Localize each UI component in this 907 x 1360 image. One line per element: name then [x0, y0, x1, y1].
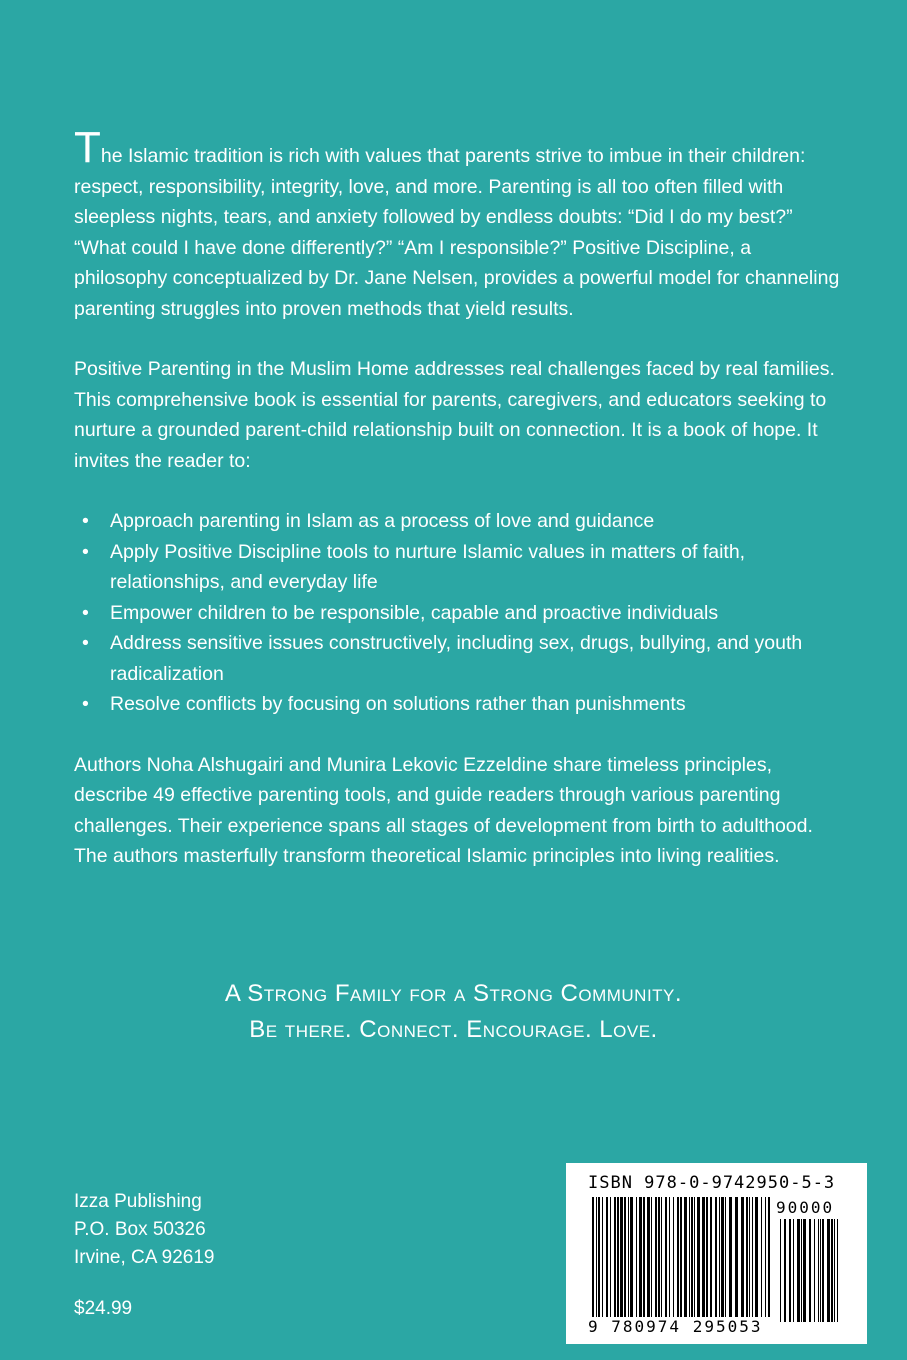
- barcode-bar: [617, 1197, 619, 1317]
- blurb-paragraph-3: Authors Noha Alshugairi and Munira Lekovic Ezzeldine share timeless principles, describe 49 effective parenting tools, and guide readers through various parenting challenges. Their experience spans all stages of development from birth to adulthood. The authors masterfully transform theoretical Islamic principles into living realities.: [74, 753, 813, 867]
- barcode-bar: [809, 1219, 811, 1322]
- list-item: • Empower children to be responsible, capable and proactive individuals: [74, 598, 844, 629]
- publisher-address-line-1: P.O. Box 50326: [74, 1219, 206, 1240]
- barcode-bar: [684, 1197, 687, 1317]
- barcode-bar: [598, 1197, 600, 1317]
- list-item: • Apply Positive Discipline tools to nurture Islamic values in matters of faith, relationships, and everyday life: [74, 537, 844, 598]
- barcode-bar: [592, 1197, 594, 1317]
- barcode-bar: [596, 1197, 597, 1317]
- barcode-bar: [614, 1197, 616, 1317]
- benefits-list: [74, 506, 844, 720]
- barcode-bar: [706, 1197, 708, 1317]
- price: $24.99: [74, 1298, 133, 1319]
- barcode-bar: [710, 1197, 712, 1317]
- isbn-barcode: [566, 1163, 867, 1344]
- barcode-bar: [789, 1219, 791, 1322]
- barcode-bar: [680, 1197, 682, 1317]
- barcode-bar: [780, 1219, 781, 1322]
- barcode-supplement-digits: 90000: [776, 1198, 835, 1217]
- barcode-bar: [725, 1197, 726, 1317]
- publisher-address: [74, 1188, 214, 1272]
- barcode-bar: [694, 1197, 695, 1317]
- barcode-bar: [606, 1197, 608, 1317]
- isbn-label: ISBN 978-0-9742950-5-3: [588, 1173, 836, 1193]
- blurb-paragraph-1: [74, 123, 844, 324]
- barcode-bar: [735, 1197, 738, 1317]
- list-item: • Resolve conflicts by focusing on solutions rather than punishments: [74, 689, 844, 720]
- barcode-bar: [749, 1197, 750, 1317]
- barcode-bar: [721, 1197, 724, 1317]
- barcode-bar: [761, 1197, 762, 1317]
- barcode-bar: [689, 1197, 690, 1317]
- barcode-bar: [655, 1197, 657, 1317]
- barcode-bar: [658, 1197, 660, 1317]
- barcode-bar: [647, 1197, 650, 1317]
- barcode-bar: [719, 1197, 720, 1317]
- barcode-bar: [639, 1197, 642, 1317]
- barcode-bar: [741, 1197, 744, 1317]
- barcode-bar: [665, 1197, 667, 1317]
- barcode-bar: [620, 1197, 623, 1317]
- barcode-bar: [797, 1219, 800, 1322]
- barcode-bar: [820, 1219, 821, 1322]
- barcode-bar: [669, 1197, 670, 1317]
- barcode-bar: [702, 1197, 705, 1317]
- barcode-ean-digits: 9 780974 295053: [588, 1317, 763, 1336]
- barcode-bar: [755, 1197, 758, 1317]
- barcode-bar: [827, 1219, 830, 1322]
- drop-cap-initial: T: [74, 123, 101, 172]
- barcode-bar: [801, 1219, 802, 1322]
- barcode-bar: [673, 1197, 674, 1317]
- tagline-line-2: Be there. Connect. Encourage. Love.: [249, 1016, 658, 1043]
- barcode-bar: [834, 1219, 835, 1322]
- barcode-bar: [624, 1197, 626, 1317]
- back-cover-blurb: [74, 123, 844, 902]
- tagline-line-1: A Strong Family for a Strong Community.: [224, 980, 683, 1007]
- barcode-bar: [746, 1197, 748, 1317]
- barcode-bar: [636, 1197, 637, 1317]
- barcode-bar: [765, 1197, 766, 1317]
- list-item: • Approach parenting in Islam as a process of love and guidance: [74, 506, 844, 537]
- barcode-bar: [661, 1197, 662, 1317]
- barcode-bar: [602, 1197, 603, 1317]
- barcode-bar: [818, 1219, 819, 1322]
- barcode-bar: [793, 1219, 794, 1322]
- barcode-bar: [752, 1197, 753, 1317]
- barcode-bar: [697, 1197, 700, 1317]
- publisher-address-line-2: Irvine, CA 92619: [74, 1247, 215, 1268]
- barcode-bar: [715, 1197, 717, 1317]
- blurb-paragraph-1-text: he Islamic tradition is rich with values that parents strive to imbue in their children: respect, responsibility, integrity, love, and more. Parenting is all too often filled with sleepless nights, tears, and anxiety followed by endless doubts: “Did I do my best?” “What could I have done differently?” “Am I responsible?” Positive Discipline, a philosophy conceptualized by Dr. Jane Nelsen, provides a powerful model for channeling parenting struggles into proven methods that yield results.: [74, 145, 840, 320]
- barcode-bar: [628, 1197, 629, 1317]
- barcode-bar: [814, 1219, 815, 1322]
- blurb-paragraph-2: Positive Parenting in the Muslim Home addresses real challenges faced by real families. This comprehensive book is essential for parents, caregivers, and educators seeking to nurture a grounded parent-child relationship built on connection. It is a book of hope. It invites the reader to:: [74, 358, 835, 472]
- barcode-bar: [768, 1197, 770, 1317]
- barcode-bar: [610, 1197, 611, 1317]
- barcode-bar: [837, 1219, 838, 1322]
- barcode-bar: [729, 1197, 732, 1317]
- barcode-bar: [784, 1219, 786, 1322]
- tagline: [0, 976, 907, 1048]
- barcode-bar: [803, 1219, 806, 1322]
- barcode-bar: [643, 1197, 645, 1317]
- barcode-bar: [691, 1197, 693, 1317]
- publisher-name: Izza Publishing: [74, 1191, 202, 1212]
- barcode-bar: [677, 1197, 679, 1317]
- barcode-bar: [651, 1197, 652, 1317]
- barcode-bar: [630, 1197, 633, 1317]
- barcode-bar: [822, 1219, 824, 1322]
- barcode-bar: [831, 1219, 833, 1322]
- list-item: • Address sensitive issues constructively, including sex, drugs, bullying, and youth radicalization: [74, 628, 844, 689]
